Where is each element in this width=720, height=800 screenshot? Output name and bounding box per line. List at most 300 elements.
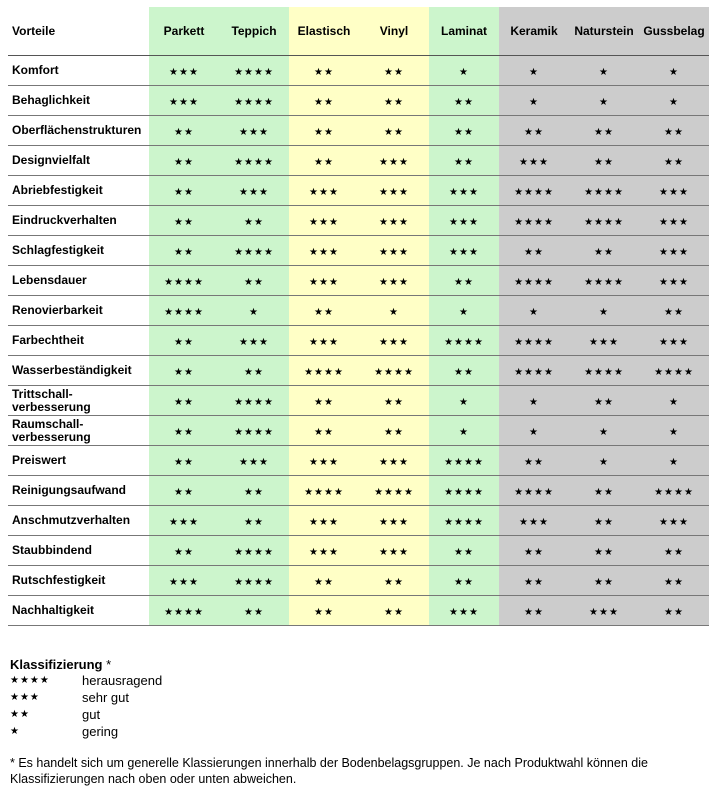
- rating-stars-icon: ★★: [664, 576, 684, 588]
- rating-stars-icon: ★: [669, 426, 679, 438]
- rating-stars-icon: ★★: [244, 276, 264, 288]
- rating-cell: [429, 236, 499, 266]
- rating-cell: [219, 596, 289, 626]
- rating-cell: [569, 596, 639, 626]
- rating-cell: [429, 356, 499, 386]
- rating-stars-icon: ★★: [174, 126, 194, 138]
- rating-cell: [429, 296, 499, 326]
- rating-stars-icon: ★★★★: [164, 306, 204, 318]
- rating-stars-icon: ★★: [664, 306, 684, 318]
- rating-stars-icon: ★★: [314, 576, 334, 588]
- rating-cell: [289, 146, 359, 176]
- legend-label: herausragend: [82, 673, 163, 688]
- rating-stars-icon: ★★: [664, 126, 684, 138]
- rating-stars-icon: ★★★★: [444, 456, 484, 468]
- rating-cell: [639, 176, 709, 206]
- rating-stars-icon: ★★: [174, 456, 194, 468]
- rating-stars-icon: ★★: [384, 66, 404, 78]
- rating-cell: [569, 356, 639, 386]
- legend-label: sehr gut: [82, 690, 129, 705]
- rating-stars-icon: ★★: [594, 546, 614, 558]
- rating-stars-icon: ★★★: [239, 186, 269, 198]
- rating-stars-icon: ★★★: [379, 336, 409, 348]
- rating-cell: [149, 566, 219, 596]
- rating-stars-icon: ★★: [524, 246, 544, 258]
- rating-cell: [639, 476, 709, 506]
- rating-stars-icon: ★★★: [309, 276, 339, 288]
- rating-cell: [149, 206, 219, 236]
- legend-item: [10, 706, 162, 723]
- rating-cell: [149, 506, 219, 536]
- rating-cell: [219, 386, 289, 416]
- rating-cell: [499, 506, 569, 536]
- column-header-laminat: Laminat: [429, 7, 499, 56]
- row-label: Designvielfalt: [8, 146, 149, 176]
- rating-stars-icon: ★★★: [309, 546, 339, 558]
- rating-cell: [289, 416, 359, 446]
- rating-cell: [289, 596, 359, 626]
- rating-stars-icon: ★★: [174, 246, 194, 258]
- rating-stars-icon: ★★: [314, 156, 334, 168]
- rating-stars-icon: ★★★★: [374, 486, 414, 498]
- rating-stars-icon: ★★: [314, 306, 334, 318]
- rating-stars-icon: ★: [459, 396, 469, 408]
- rating-cell: [429, 116, 499, 146]
- rating-stars-icon: ★★★★: [444, 336, 484, 348]
- rating-cell: [149, 176, 219, 206]
- rating-stars-icon: ★: [529, 426, 539, 438]
- row-label: Schlagfestigkeit: [8, 236, 149, 266]
- rating-cell: [149, 476, 219, 506]
- rating-cell: [219, 446, 289, 476]
- rating-stars-icon: ★★★★: [584, 186, 624, 198]
- rating-stars-icon: ★★★: [379, 456, 409, 468]
- rating-stars-icon: ★★: [174, 396, 194, 408]
- table-row: [8, 116, 709, 146]
- rating-stars-icon: ★★: [244, 606, 264, 618]
- rating-cell: [569, 146, 639, 176]
- rating-stars-icon: ★★: [454, 366, 474, 378]
- row-label: Anschmutzverhalten: [8, 506, 149, 536]
- rating-cell: [429, 206, 499, 236]
- rating-stars-icon: ★: [599, 96, 609, 108]
- table-row: [8, 266, 709, 296]
- rating-cell: [429, 536, 499, 566]
- rating-cell: [149, 416, 219, 446]
- rating-cell: [219, 296, 289, 326]
- rating-cell: [289, 386, 359, 416]
- rating-stars-icon: ★★: [174, 336, 194, 348]
- table-body: [8, 56, 709, 626]
- rating-stars-icon: ★★★★: [234, 246, 274, 258]
- header-row: [8, 7, 709, 56]
- legend-label: gering: [82, 724, 119, 739]
- rating-stars-icon: ★★★★: [514, 186, 554, 198]
- table-row: [8, 386, 709, 416]
- rating-cell: [639, 116, 709, 146]
- rating-cell: [639, 536, 709, 566]
- rating-cell: [149, 326, 219, 356]
- rating-stars-icon: ★★★★: [234, 396, 274, 408]
- rating-stars-icon: ★: [599, 306, 609, 318]
- rating-stars-icon: ★★★★: [234, 96, 274, 108]
- rating-stars-icon: ★★: [314, 426, 334, 438]
- rating-stars-icon: ★★★: [169, 576, 199, 588]
- rating-cell: [359, 236, 429, 266]
- legend-stars-icon: ★: [10, 726, 20, 737]
- rating-cell: [359, 446, 429, 476]
- table-row: [8, 326, 709, 356]
- rating-stars-icon: ★★★: [659, 516, 689, 528]
- column-header-naturstein: Naturstein: [569, 7, 639, 56]
- rating-cell: [219, 356, 289, 386]
- rating-stars-icon: ★★★★: [234, 156, 274, 168]
- column-header-vinyl: Vinyl: [359, 7, 429, 56]
- rating-cell: [499, 266, 569, 296]
- rating-cell: [429, 566, 499, 596]
- rating-stars-icon: ★★: [174, 156, 194, 168]
- rating-cell: [219, 86, 289, 116]
- rating-cell: [149, 446, 219, 476]
- legend-stars-icon: ★★: [10, 709, 30, 720]
- rating-cell: [569, 206, 639, 236]
- column-header-parkett: Parkett: [149, 7, 219, 56]
- rating-cell: [289, 446, 359, 476]
- rating-stars-icon: ★★★★: [584, 216, 624, 228]
- rating-cell: [289, 536, 359, 566]
- row-label: Rutschfestigkeit: [8, 566, 149, 596]
- table-row: [8, 86, 709, 116]
- rating-cell: [429, 326, 499, 356]
- rating-stars-icon: ★★★★: [584, 276, 624, 288]
- legend-item: [10, 723, 162, 740]
- rating-stars-icon: ★★★: [309, 336, 339, 348]
- rating-stars-icon: ★★★★: [654, 486, 694, 498]
- table-row: [8, 506, 709, 536]
- row-label: Preiswert: [8, 446, 149, 476]
- rating-stars-icon: ★★★★: [514, 486, 554, 498]
- rating-cell: [359, 296, 429, 326]
- rating-cell: [219, 506, 289, 536]
- rating-stars-icon: ★★★: [519, 516, 549, 528]
- rating-cell: [569, 566, 639, 596]
- rating-stars-icon: ★★★: [309, 456, 339, 468]
- rating-cell: [499, 476, 569, 506]
- rating-stars-icon: ★★★★: [164, 606, 204, 618]
- rating-cell: [359, 386, 429, 416]
- rating-stars-icon: ★★: [524, 456, 544, 468]
- row-label: Nachhaltigkeit: [8, 596, 149, 626]
- rating-cell: [499, 596, 569, 626]
- rating-cell: [499, 206, 569, 236]
- rating-stars-icon: ★: [529, 66, 539, 78]
- rating-stars-icon: ★★: [314, 606, 334, 618]
- rating-cell: [219, 206, 289, 236]
- rating-stars-icon: ★★: [174, 366, 194, 378]
- rating-stars-icon: ★★: [314, 396, 334, 408]
- rating-stars-icon: ★★★: [589, 606, 619, 618]
- rating-cell: [289, 506, 359, 536]
- rating-stars-icon: ★★: [454, 276, 474, 288]
- rating-cell: [569, 86, 639, 116]
- rating-cell: [569, 116, 639, 146]
- rating-cell: [289, 86, 359, 116]
- rating-cell: [499, 236, 569, 266]
- rating-cell: [149, 356, 219, 386]
- rating-stars-icon: ★★: [594, 156, 614, 168]
- rating-cell: [219, 476, 289, 506]
- rating-stars-icon: ★★★: [379, 216, 409, 228]
- rating-cell: [639, 56, 709, 86]
- legend-label: gut: [82, 707, 101, 722]
- rating-stars-icon: ★: [529, 306, 539, 318]
- rating-stars-icon: ★★: [314, 96, 334, 108]
- rating-cell: [499, 176, 569, 206]
- rating-stars-icon: ★: [669, 66, 679, 78]
- rating-stars-icon: ★★: [244, 216, 264, 228]
- rating-cell: [359, 266, 429, 296]
- rating-cell: [289, 56, 359, 86]
- table-row: [8, 56, 709, 86]
- rating-cell: [499, 86, 569, 116]
- rating-stars-icon: ★★: [384, 606, 404, 618]
- rating-cell: [429, 596, 499, 626]
- row-label: Oberflächenstrukturen: [8, 116, 149, 146]
- rating-stars-icon: ★★★★: [234, 546, 274, 558]
- corner-label: Vorteile: [8, 7, 149, 56]
- rating-cell: [499, 416, 569, 446]
- rating-stars-icon: ★★★: [449, 606, 479, 618]
- rating-stars-icon: ★: [459, 426, 469, 438]
- rating-cell: [429, 416, 499, 446]
- rating-stars-icon: ★★: [524, 546, 544, 558]
- table-row: [8, 476, 709, 506]
- row-label: Raumschall-verbesserung: [8, 416, 149, 446]
- rating-cell: [289, 266, 359, 296]
- legend-asterisk: *: [102, 657, 112, 672]
- rating-stars-icon: ★: [669, 96, 679, 108]
- rating-cell: [359, 506, 429, 536]
- rating-cell: [499, 536, 569, 566]
- row-label: Abriebfestigkeit: [8, 176, 149, 206]
- rating-stars-icon: ★★★★: [514, 336, 554, 348]
- rating-cell: [569, 236, 639, 266]
- rating-stars-icon: ★★: [244, 486, 264, 498]
- rating-cell: [149, 596, 219, 626]
- rating-cell: [149, 86, 219, 116]
- rating-stars-icon: ★★: [664, 156, 684, 168]
- rating-cell: [569, 266, 639, 296]
- rating-stars-icon: ★: [529, 396, 539, 408]
- rating-stars-icon: ★★: [664, 546, 684, 558]
- rating-stars-icon: ★★★: [169, 516, 199, 528]
- rating-stars-icon: ★★★: [449, 216, 479, 228]
- rating-stars-icon: ★★: [524, 576, 544, 588]
- table-row: [8, 176, 709, 206]
- rating-stars-icon: ★★★: [309, 186, 339, 198]
- rating-cell: [289, 206, 359, 236]
- rating-cell: [289, 326, 359, 356]
- rating-cell: [569, 506, 639, 536]
- rating-cell: [219, 536, 289, 566]
- row-label: Trittschall-verbesserung: [8, 386, 149, 416]
- rating-cell: [639, 506, 709, 536]
- rating-stars-icon: ★★★: [309, 246, 339, 258]
- rating-cell: [149, 236, 219, 266]
- rating-cell: [639, 266, 709, 296]
- footnote: * Es handelt sich um generelle Klassierungen innerhalb der Bodenbelagsgruppen. Je nach Produktwahl können die Klassifizierungen nach oben oder unten abweichen.: [10, 756, 648, 786]
- rating-stars-icon: ★★: [524, 126, 544, 138]
- legend-items: [10, 672, 162, 740]
- rating-cell: [219, 176, 289, 206]
- rating-cell: [219, 116, 289, 146]
- rating-stars-icon: ★★★: [169, 66, 199, 78]
- table-row: [8, 236, 709, 266]
- table-row: [8, 296, 709, 326]
- rating-cell: [149, 266, 219, 296]
- rating-stars-icon: ★★★★: [234, 66, 274, 78]
- rating-stars-icon: ★★: [174, 486, 194, 498]
- rating-stars-icon: ★: [599, 456, 609, 468]
- rating-stars-icon: ★★★: [379, 246, 409, 258]
- rating-cell: [639, 326, 709, 356]
- rating-cell: [639, 296, 709, 326]
- rating-cell: [289, 176, 359, 206]
- rating-stars-icon: ★★★: [589, 336, 619, 348]
- row-label: Komfort: [8, 56, 149, 86]
- rating-cell: [219, 236, 289, 266]
- table-row: [8, 536, 709, 566]
- rating-cell: [359, 416, 429, 446]
- rating-stars-icon: ★★★: [659, 246, 689, 258]
- rating-stars-icon: ★: [669, 396, 679, 408]
- rating-cell: [289, 116, 359, 146]
- rating-cell: [149, 536, 219, 566]
- rating-stars-icon: ★: [389, 306, 399, 318]
- rating-cell: [149, 116, 219, 146]
- rating-stars-icon: ★★★★: [234, 426, 274, 438]
- rating-stars-icon: ★★: [384, 426, 404, 438]
- rating-stars-icon: ★★: [594, 246, 614, 258]
- rating-stars-icon: ★★: [664, 606, 684, 618]
- rating-stars-icon: ★★★: [309, 516, 339, 528]
- rating-stars-icon: ★★: [384, 576, 404, 588]
- rating-cell: [499, 386, 569, 416]
- rating-stars-icon: ★★: [244, 516, 264, 528]
- rating-stars-icon: ★★★: [239, 126, 269, 138]
- rating-stars-icon: ★★: [594, 396, 614, 408]
- rating-stars-icon: ★★: [594, 576, 614, 588]
- rating-cell: [499, 116, 569, 146]
- rating-cell: [569, 476, 639, 506]
- rating-cell: [219, 266, 289, 296]
- rating-cell: [569, 446, 639, 476]
- rating-stars-icon: ★★★: [659, 186, 689, 198]
- column-header-elastisch: Elastisch: [289, 7, 359, 56]
- rating-cell: [569, 386, 639, 416]
- rating-cell: [359, 176, 429, 206]
- rating-stars-icon: ★★★: [449, 186, 479, 198]
- rating-cell: [359, 116, 429, 146]
- rating-cell: [219, 416, 289, 446]
- rating-cell: [359, 86, 429, 116]
- rating-cell: [569, 536, 639, 566]
- rating-cell: [359, 326, 429, 356]
- rating-stars-icon: ★★★: [309, 216, 339, 228]
- rating-stars-icon: ★: [249, 306, 259, 318]
- rating-stars-icon: ★★: [384, 396, 404, 408]
- rating-cell: [359, 146, 429, 176]
- rating-stars-icon: ★★★★: [444, 516, 484, 528]
- row-label: Staubbindend: [8, 536, 149, 566]
- rating-cell: [289, 476, 359, 506]
- rating-cell: [499, 446, 569, 476]
- rating-cell: [499, 146, 569, 176]
- rating-stars-icon: ★★★★: [444, 486, 484, 498]
- rating-stars-icon: ★★★: [379, 156, 409, 168]
- row-label: Renovierbarkeit: [8, 296, 149, 326]
- rating-cell: [149, 386, 219, 416]
- rating-cell: [359, 56, 429, 86]
- rating-cell: [219, 326, 289, 356]
- rating-stars-icon: ★★★: [239, 336, 269, 348]
- rating-cell: [639, 386, 709, 416]
- rating-cell: [219, 56, 289, 86]
- rating-cell: [639, 566, 709, 596]
- rating-cell: [359, 536, 429, 566]
- rating-stars-icon: ★: [459, 66, 469, 78]
- rating-cell: [219, 146, 289, 176]
- rating-cell: [429, 56, 499, 86]
- rating-stars-icon: ★★★★: [304, 486, 344, 498]
- rating-cell: [499, 56, 569, 86]
- rating-cell: [569, 296, 639, 326]
- column-header-gussbelag: Gussbelag: [639, 7, 709, 56]
- rating-stars-icon: ★★★: [659, 276, 689, 288]
- table-row: [8, 446, 709, 476]
- rating-stars-icon: ★: [669, 456, 679, 468]
- rating-stars-icon: ★★: [244, 366, 264, 378]
- rating-stars-icon: ★★: [314, 66, 334, 78]
- row-label: Lebensdauer: [8, 266, 149, 296]
- rating-stars-icon: ★★: [454, 576, 474, 588]
- rating-stars-icon: ★★★★: [234, 576, 274, 588]
- rating-stars-icon: ★★★: [379, 546, 409, 558]
- table-row: [8, 596, 709, 626]
- classification-legend: [10, 657, 162, 740]
- rating-cell: [569, 416, 639, 446]
- rating-cell: [499, 566, 569, 596]
- rating-stars-icon: ★★: [314, 126, 334, 138]
- rating-cell: [359, 476, 429, 506]
- rating-cell: [569, 176, 639, 206]
- table-row: [8, 356, 709, 386]
- column-header-keramik: Keramik: [499, 7, 569, 56]
- rating-stars-icon: ★★: [174, 546, 194, 558]
- rating-stars-icon: ★★★★: [374, 366, 414, 378]
- rating-stars-icon: ★★: [524, 606, 544, 618]
- rating-cell: [639, 206, 709, 236]
- rating-stars-icon: ★★★★: [164, 276, 204, 288]
- rating-cell: [429, 446, 499, 476]
- row-label: Behaglichkeit: [8, 86, 149, 116]
- rating-cell: [429, 476, 499, 506]
- flooring-comparison-table: [8, 7, 709, 626]
- column-header-teppich: Teppich: [219, 7, 289, 56]
- rating-stars-icon: ★★★: [519, 156, 549, 168]
- rating-stars-icon: ★★★: [659, 216, 689, 228]
- row-label: Reinigungsaufwand: [8, 476, 149, 506]
